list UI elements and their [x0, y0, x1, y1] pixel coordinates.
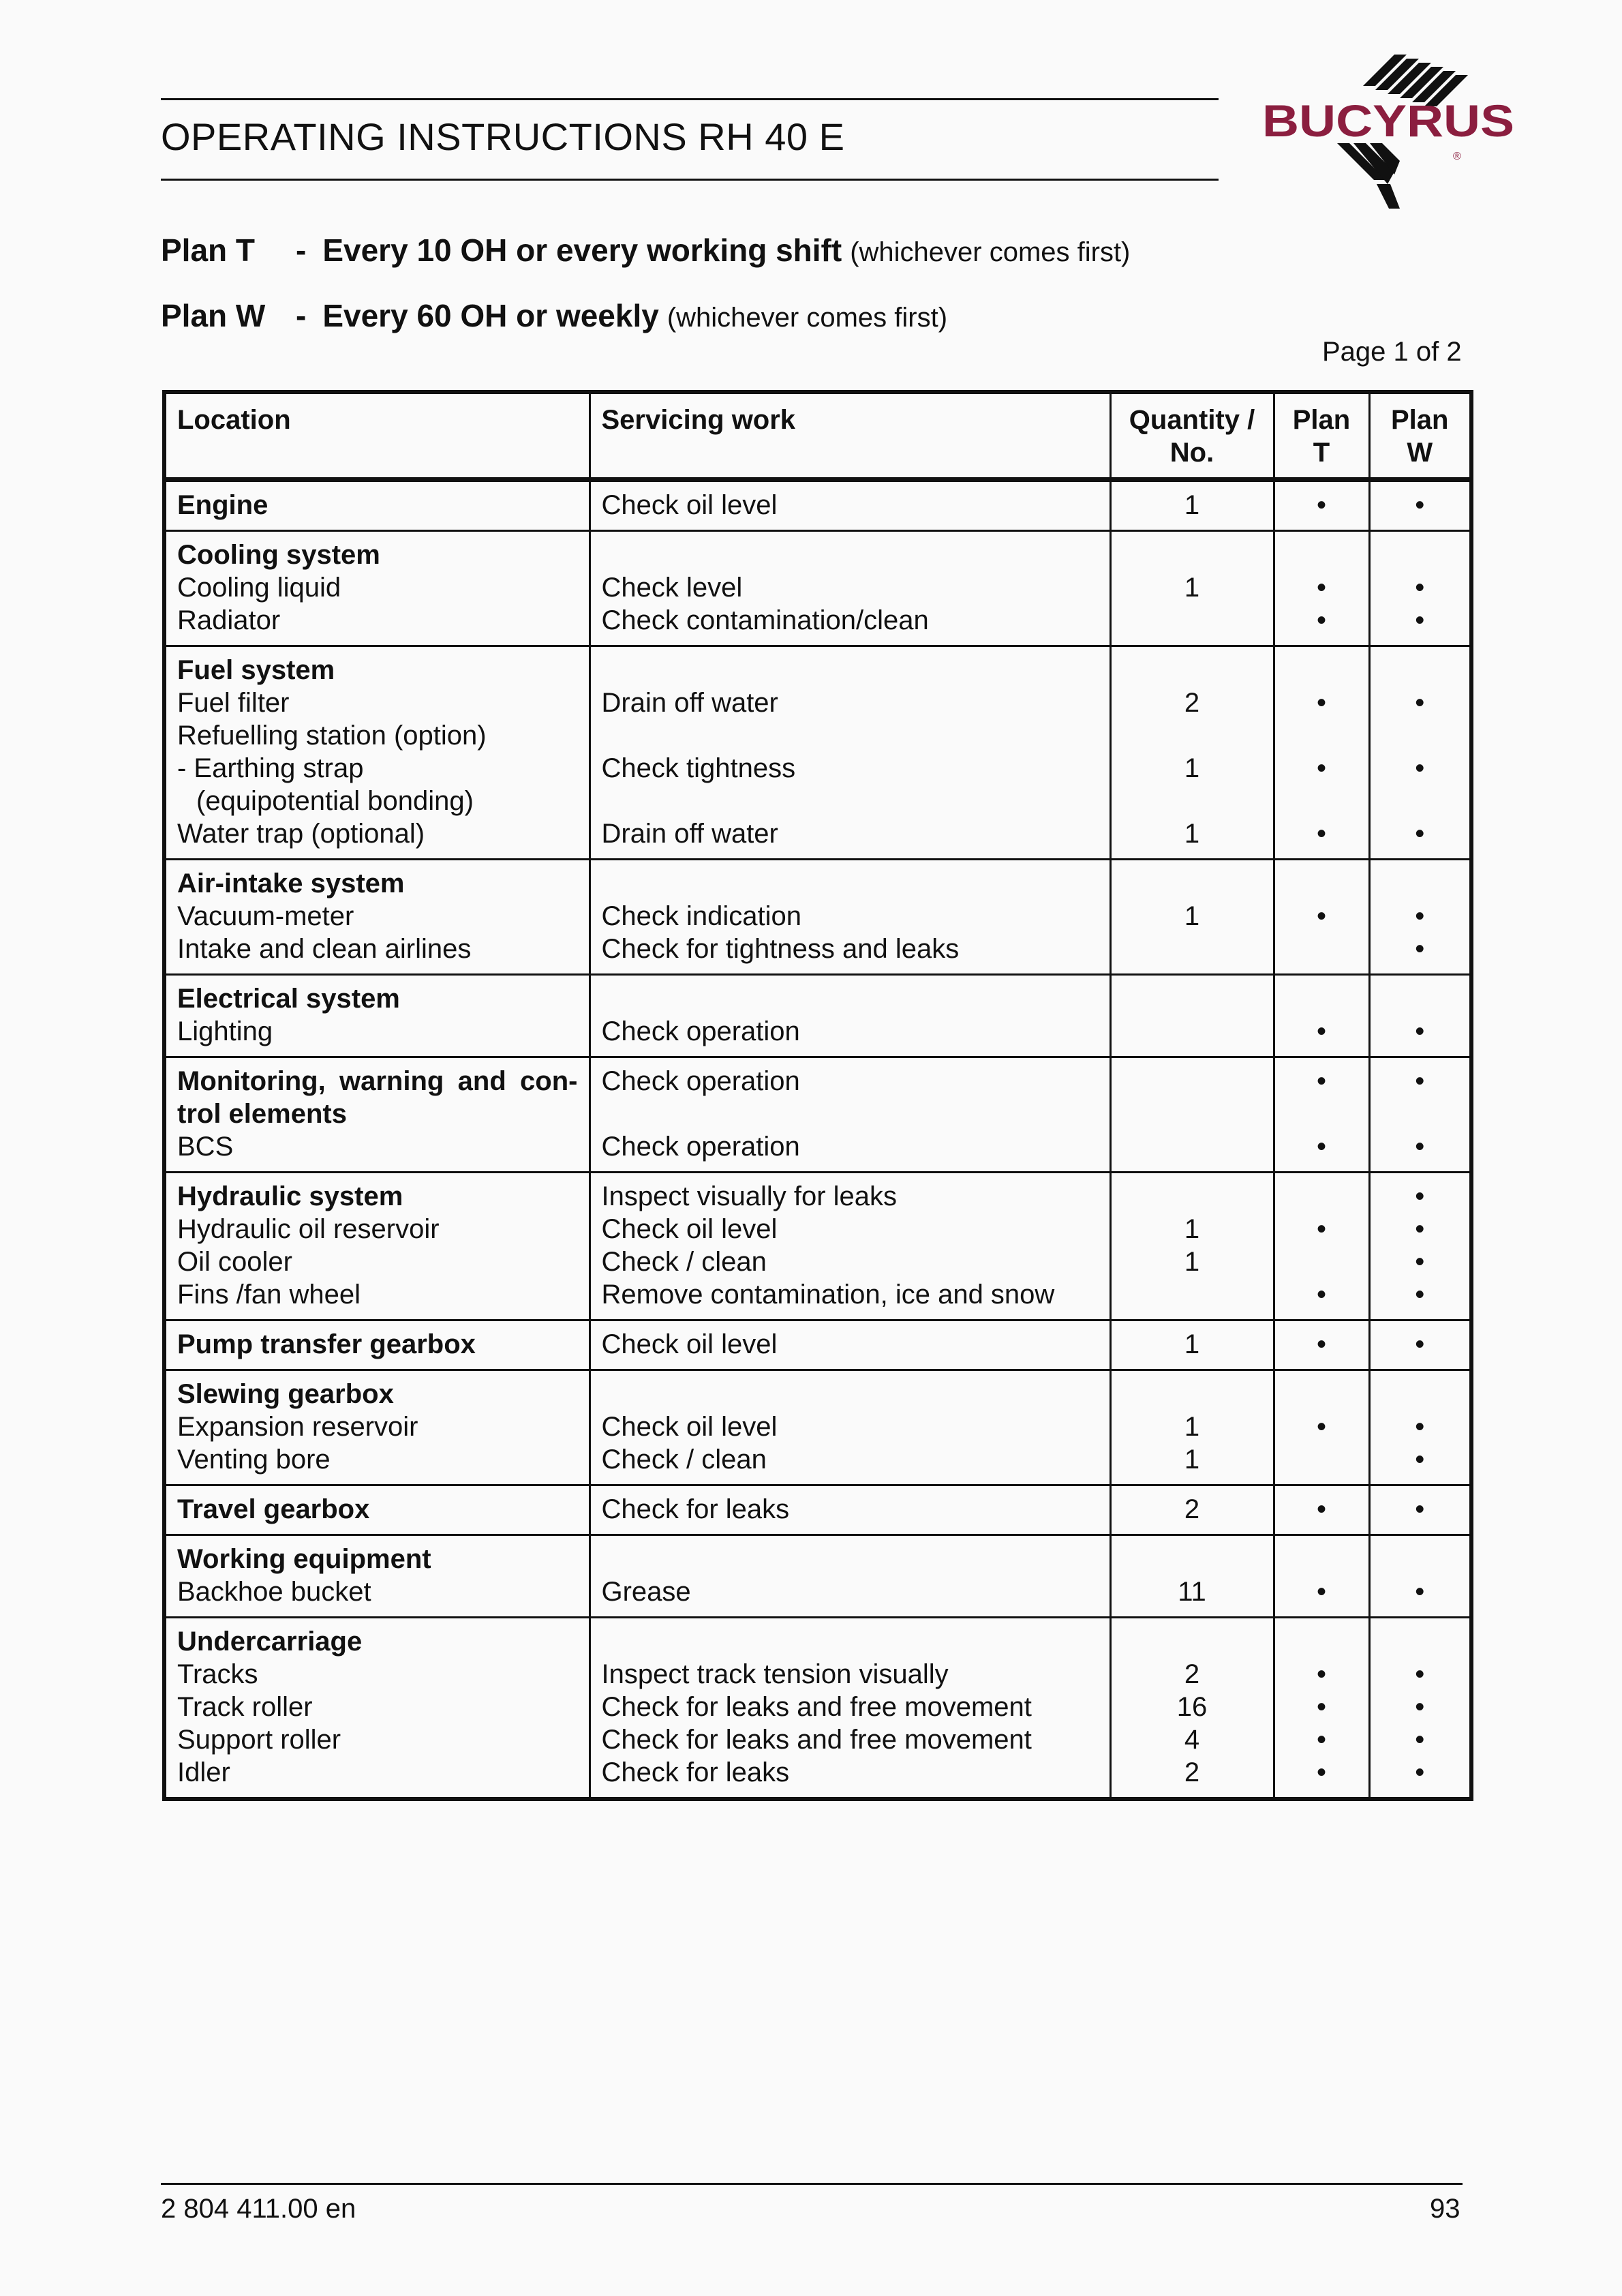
location-cell: [164, 480, 590, 531]
header-servicing-work: [590, 392, 1110, 480]
spacer: [1381, 982, 1459, 1015]
location-cell: [164, 1173, 590, 1320]
location-item: Idler: [177, 1757, 230, 1787]
spacer: [1286, 539, 1358, 571]
plan-w-bullet: •: [1415, 688, 1425, 718]
servicing-text: Check indication: [601, 901, 801, 931]
servicing-cell: [590, 1057, 1110, 1173]
spacer: [1122, 1098, 1262, 1130]
servicing-text: Check for leaks: [601, 1494, 790, 1524]
location-cell: [164, 860, 590, 975]
plan-w-bullet: •: [1415, 1412, 1425, 1442]
plan-t-bullet: •: [1316, 1016, 1326, 1046]
plan-w-bullet: •: [1415, 1280, 1425, 1310]
location-item: Track roller: [177, 1692, 313, 1722]
servicing-cell: [590, 975, 1110, 1057]
spacer: [602, 1098, 1099, 1130]
servicing-text: Check contamination/clean: [601, 605, 929, 635]
plan-t-bullet: •: [1316, 1132, 1326, 1162]
servicing-text: Check operation: [601, 1066, 800, 1096]
location-item: Vacuum-meter: [177, 901, 354, 931]
spacer: [1381, 1625, 1459, 1658]
quantity-value: 4: [1184, 1725, 1200, 1755]
servicing-text: Check / clean: [601, 1247, 767, 1277]
plan-t-cell: [1274, 1320, 1369, 1370]
location-item: Expansion reservoir: [177, 1412, 418, 1442]
location-cell: [164, 1618, 590, 1800]
plan-t-bullet: •: [1316, 1214, 1326, 1244]
plan-w-dash: -: [296, 298, 307, 333]
header-plan-t-line1: Plan: [1292, 405, 1351, 435]
plan-w-bullet: •: [1415, 1445, 1425, 1475]
servicing-cell: [590, 1618, 1110, 1800]
plan-t-bullet: •: [1316, 490, 1326, 520]
quantity-value: 2: [1184, 1659, 1200, 1689]
plan-w-name: Plan W: [161, 298, 266, 333]
spacer: [1286, 982, 1358, 1015]
plan-w-cell: [1369, 480, 1471, 531]
location-group-title: Undercarriage: [177, 1627, 363, 1657]
plan-w-bullet: •: [1415, 753, 1425, 783]
location-item: - Earthing strap: [177, 753, 364, 783]
plan-w-bullet: •: [1415, 1247, 1425, 1277]
servicing-table-body: [164, 480, 1471, 1800]
plan-w-bullet: •: [1415, 1757, 1425, 1787]
plan-t-bullet: •: [1316, 1659, 1326, 1689]
spacer: [1122, 1543, 1262, 1575]
quantity-cell: [1110, 975, 1274, 1057]
servicing-text: Remove contamination, ice and snow: [601, 1280, 1055, 1310]
quantity-value: 11: [1178, 1577, 1206, 1607]
spacer: [1122, 1378, 1262, 1410]
servicing-text: Inspect visually for leaks: [601, 1181, 898, 1211]
quantity-value: 2: [1184, 688, 1200, 718]
plan-w-cell: [1369, 975, 1471, 1057]
quantity-value: 1: [1184, 573, 1200, 603]
spacer: [1286, 654, 1358, 686]
quantity-cell: [1110, 1618, 1274, 1800]
page-number: 93: [1430, 2194, 1460, 2224]
plan-w-bullet: •: [1415, 1132, 1425, 1162]
spacer: [1122, 1180, 1262, 1213]
location-cell: [164, 646, 590, 860]
plan-w-cell: [1369, 531, 1471, 646]
quantity-value: 1: [1184, 819, 1200, 849]
location-item: Fuel filter: [177, 688, 290, 718]
footer-rule: [161, 2183, 1463, 2185]
location-item: Support roller: [177, 1725, 341, 1755]
plan-t-bullet: •: [1316, 1692, 1326, 1722]
spacer: [1381, 1543, 1459, 1575]
plan-t-bullet: •: [1316, 1494, 1326, 1524]
quantity-value: [1122, 933, 1262, 965]
spacer: [602, 982, 1099, 1015]
document-number: 2 804 411.00 en: [161, 2194, 356, 2224]
quantity-value: 1: [1184, 490, 1200, 520]
location-group-title: Cooling system: [177, 540, 380, 570]
plan-t-cell: [1274, 1370, 1369, 1485]
logo-registered-mark: ®: [1453, 151, 1461, 162]
plan-w-bullet: •: [1415, 1494, 1425, 1524]
plan-w-cell: [1369, 1173, 1471, 1320]
location-group-title: Fuel system: [177, 655, 335, 685]
servicing-text: Check for leaks: [601, 1757, 790, 1787]
spacer: [1122, 654, 1262, 686]
plan-t-cell: [1274, 480, 1369, 531]
servicing-text: Drain off water: [601, 819, 778, 849]
servicing-text: Check oil level: [601, 490, 778, 520]
spacer: [1381, 539, 1459, 571]
servicing-text: Check for leaks and free movement: [601, 1725, 1032, 1755]
table-row: [164, 1485, 1471, 1535]
logo-wordmark: BUCYRUS: [1262, 95, 1514, 146]
table-row: [164, 1057, 1471, 1173]
spacer: [1381, 1098, 1459, 1130]
quantity-value: [1122, 1130, 1262, 1163]
header-plan-w-line1: Plan: [1391, 405, 1449, 435]
plan-w-note: (whichever comes first): [667, 303, 948, 333]
location-cell: [164, 1485, 590, 1535]
quantity-value: [1122, 785, 1262, 817]
servicing-cell: [590, 646, 1110, 860]
quantity-value: 16: [1176, 1692, 1208, 1722]
quantity-cell: [1110, 1370, 1274, 1485]
location-item: Intake and clean airlines: [177, 934, 472, 964]
quantity-value: 1: [1184, 1247, 1200, 1277]
spacer: [1381, 867, 1459, 900]
plan-t-bullet: •: [1316, 1280, 1326, 1310]
plan-t-cell: [1274, 975, 1369, 1057]
header-plan-t: [1274, 392, 1369, 480]
plan-t-cell: [1274, 860, 1369, 975]
location-cell: [164, 1535, 590, 1618]
servicing-text: [602, 719, 1099, 752]
quantity-value: 1: [1184, 753, 1200, 783]
plan-w-cell: [1369, 1320, 1471, 1370]
quantity-value: 2: [1184, 1494, 1200, 1524]
location-cell: [164, 1370, 590, 1485]
table-row: [164, 1535, 1471, 1618]
spacer: [602, 1543, 1099, 1575]
plan-t-cell: [1274, 646, 1369, 860]
plan-t-bullet: •: [1316, 819, 1326, 849]
plan-w-bullet: •: [1415, 573, 1425, 603]
plan-w-cell: [1369, 1057, 1471, 1173]
plan-w-cell: [1369, 860, 1471, 975]
location-cell: [164, 531, 590, 646]
table-row: [164, 975, 1471, 1057]
plan-w-cell: [1369, 646, 1471, 860]
plan-t-bullet: •: [1316, 688, 1326, 718]
quantity-cell: [1110, 1485, 1274, 1535]
plan-w-cell: [1369, 1535, 1471, 1618]
plan-t-cell: [1274, 1618, 1369, 1800]
servicing-text: Check / clean: [601, 1445, 767, 1475]
location-group-title: Pump transfer gearbox: [177, 1329, 476, 1359]
location-item: Venting bore: [177, 1445, 331, 1475]
quantity-value: [1122, 1015, 1262, 1048]
plan-t-bullet: •: [1316, 901, 1326, 931]
servicing-cell: [590, 860, 1110, 975]
plan-t-bullet: •: [1316, 605, 1326, 635]
header-plan-w: [1369, 392, 1471, 480]
table-row: [164, 1370, 1471, 1485]
page-of-label: Page 1 of 2: [1322, 337, 1462, 367]
servicing-cell: [590, 1485, 1110, 1535]
plan-t-note: (whichever comes first): [850, 237, 1131, 267]
servicing-text: Check tightness: [601, 753, 796, 783]
location-group-title: Slewing gearbox: [177, 1379, 394, 1409]
location-item: Oil cooler: [177, 1247, 292, 1277]
servicing-cell: [590, 480, 1110, 531]
spacer: [1286, 1543, 1358, 1575]
header-bottom-rule: [161, 179, 1219, 181]
servicing-cell: [590, 1173, 1110, 1320]
servicing-cell: [590, 531, 1110, 646]
location-item: Radiator: [177, 605, 281, 635]
spacer: [602, 1378, 1099, 1410]
servicing-text: Check level: [601, 573, 743, 603]
spacer: [602, 867, 1099, 900]
plan-w-interval: Every 60 OH or weekly: [322, 298, 659, 333]
location-group-title: Monitoring, warning and con-: [177, 1066, 578, 1096]
location-item: Tracks: [177, 1659, 258, 1689]
plan-w-bullet: •: [1415, 901, 1425, 931]
location-group-title: Working equipment: [177, 1544, 431, 1574]
plan-w-bullet: •: [1415, 1659, 1425, 1689]
plan-w-bullet: •: [1415, 934, 1425, 964]
header-quantity: [1110, 392, 1274, 480]
servicing-table: [162, 390, 1473, 1801]
location-item: Fins /fan wheel: [177, 1280, 361, 1310]
servicing-text: Check operation: [601, 1016, 800, 1046]
quantity-cell: [1110, 860, 1274, 975]
spacer: [1286, 1180, 1358, 1213]
location-group-title: Engine: [177, 490, 269, 520]
header-plan-t-line2: T: [1313, 438, 1330, 468]
location-item: Refuelling station (option): [177, 721, 487, 751]
servicing-cell: [590, 1535, 1110, 1618]
plan-t-bullet: •: [1316, 573, 1326, 603]
location-item: Hydraulic oil reservoir: [177, 1214, 440, 1244]
spacer: [1286, 1625, 1358, 1658]
quantity-cell: [1110, 1535, 1274, 1618]
plan-t-cell: [1274, 1057, 1369, 1173]
servicing-text: Inspect track tension visually: [601, 1659, 949, 1689]
spacer: [1122, 982, 1262, 1015]
spacer: [1381, 654, 1459, 686]
plan-t-cell: [1274, 531, 1369, 646]
servicing-text: Check for leaks and free movement: [601, 1692, 1032, 1722]
quantity-value: 1: [1184, 1329, 1200, 1359]
location-item: Water trap (optional): [177, 819, 425, 849]
location-cell: [164, 975, 590, 1057]
location-cell: [164, 1320, 590, 1370]
location-group-title: Travel gearbox: [177, 1494, 370, 1524]
quantity-cell: [1110, 1320, 1274, 1370]
plan-w-bullet: •: [1415, 819, 1425, 849]
spacer: [1286, 867, 1358, 900]
spacer: [602, 1625, 1099, 1658]
location-item: BCS: [177, 1132, 234, 1162]
quantity-value: 1: [1184, 1445, 1200, 1475]
quantity-value: 1: [1184, 901, 1200, 931]
servicing-text: Drain off water: [601, 688, 778, 718]
location-item: (equipotential bonding): [196, 786, 474, 816]
spacer: [1122, 867, 1262, 900]
plan-t-bullet: •: [1316, 1412, 1326, 1442]
plan-t-bullet: [1286, 1245, 1358, 1278]
table-row: [164, 1618, 1471, 1800]
plan-t-bullet: •: [1316, 1725, 1326, 1755]
plan-w-line: [161, 297, 947, 334]
table-row: [164, 1320, 1471, 1370]
plan-t-bullet: [1286, 1443, 1358, 1476]
servicing-text: Check operation: [601, 1132, 800, 1162]
plan-t-cell: [1274, 1485, 1369, 1535]
servicing-text: Check oil level: [601, 1214, 778, 1244]
header-quantity-line2: No.: [1169, 438, 1214, 468]
servicing-cell: [590, 1320, 1110, 1370]
quantity-value: [1122, 1278, 1262, 1311]
table-header-row: [164, 392, 1471, 480]
quantity-cell: [1110, 531, 1274, 646]
spacer: [1122, 1625, 1262, 1658]
header-location: [164, 392, 590, 480]
plan-w-bullet: [1381, 785, 1459, 817]
table-row: [164, 531, 1471, 646]
plan-w-bullet: •: [1415, 605, 1425, 635]
spacer: [1122, 1065, 1262, 1098]
plan-w-cell: [1369, 1485, 1471, 1535]
plan-t-name: Plan T: [161, 232, 256, 268]
plan-t-bullet: •: [1316, 1066, 1326, 1096]
quantity-cell: [1110, 646, 1274, 860]
spacer: [1286, 1378, 1358, 1410]
header-quantity-line1: Quantity /: [1129, 405, 1255, 435]
plan-w-bullet: •: [1415, 490, 1425, 520]
quantity-value: 2: [1184, 1757, 1200, 1787]
plan-w-bullet: •: [1415, 1577, 1425, 1607]
spacer: [1381, 1378, 1459, 1410]
location-item: Cooling liquid: [177, 573, 341, 603]
plan-w-bullet: •: [1415, 1692, 1425, 1722]
plan-t-bullet: •: [1316, 1329, 1326, 1359]
quantity-value: 1: [1184, 1214, 1200, 1244]
location-item: Backhoe bucket: [177, 1577, 371, 1607]
location-group-title: Air-intake system: [177, 868, 405, 898]
plan-w-bullet: •: [1415, 1329, 1425, 1359]
plan-t-line: [161, 232, 1130, 269]
servicing-cell: [590, 1370, 1110, 1485]
quantity-cell: [1110, 1057, 1274, 1173]
table-row: [164, 860, 1471, 975]
quantity-value: [1122, 604, 1262, 637]
quantity-cell: [1110, 1173, 1274, 1320]
servicing-text: Check oil level: [601, 1329, 778, 1359]
plan-w-bullet: •: [1415, 1214, 1425, 1244]
plan-w-bullet: •: [1415, 1016, 1425, 1046]
plan-t-bullet: •: [1316, 753, 1326, 783]
location-group-title: Electrical system: [177, 984, 400, 1014]
location-group-title: trol elements: [177, 1099, 347, 1129]
plan-t-cell: [1274, 1173, 1369, 1320]
plan-t-bullet: [1286, 719, 1358, 752]
spacer: [1122, 539, 1262, 571]
quantity-value: 1: [1184, 1412, 1200, 1442]
header-plan-w-line2: W: [1407, 438, 1433, 468]
bucyrus-logo: [1261, 55, 1520, 211]
location-cell: [164, 1057, 590, 1173]
plan-t-dash: -: [296, 232, 307, 268]
spacer: [1286, 1098, 1358, 1130]
servicing-text: [602, 785, 1099, 817]
table-row: [164, 1173, 1471, 1320]
quantity-cell: [1110, 480, 1274, 531]
page-title: OPERATING INSTRUCTIONS RH 40 E: [161, 115, 845, 158]
servicing-text: Grease: [601, 1577, 691, 1607]
plan-w-cell: [1369, 1618, 1471, 1800]
spacer: [602, 654, 1099, 686]
plan-w-bullet: [1381, 719, 1459, 752]
plan-t-bullet: [1286, 785, 1358, 817]
table-row: [164, 646, 1471, 860]
plan-w-bullet: •: [1415, 1725, 1425, 1755]
servicing-text: Check for tightness and leaks: [601, 934, 960, 964]
location-group-title: Hydraulic system: [177, 1181, 403, 1211]
plan-t-bullet: •: [1316, 1757, 1326, 1787]
spacer: [602, 539, 1099, 571]
servicing-text: Check oil level: [601, 1412, 778, 1442]
table-row: [164, 480, 1471, 531]
plan-w-cell: [1369, 1370, 1471, 1485]
location-item: Lighting: [177, 1016, 273, 1046]
plan-t-cell: [1274, 1535, 1369, 1618]
header-location-label: Location: [177, 405, 291, 435]
plan-t-bullet: •: [1316, 1577, 1326, 1607]
plan-w-bullet: •: [1415, 1066, 1425, 1096]
plan-w-bullet: •: [1415, 1181, 1425, 1211]
plan-t-interval: Every 10 OH or every working shift: [322, 232, 842, 268]
header-top-rule: [161, 98, 1219, 100]
header-servicing-label: Servicing work: [601, 405, 796, 435]
quantity-value: [1122, 719, 1262, 752]
plan-t-bullet: [1286, 933, 1358, 965]
